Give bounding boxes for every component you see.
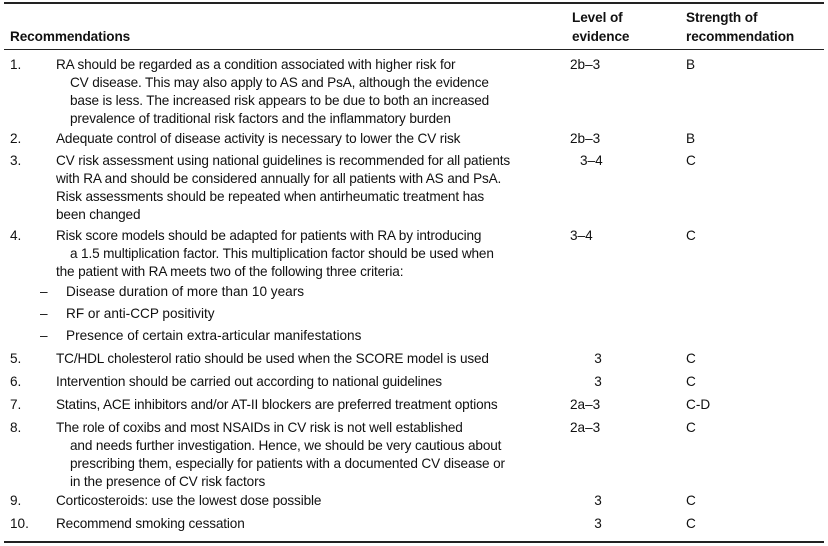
criteria-dash: – [40, 328, 48, 343]
row-level-of-evidence: 2a–3 [570, 397, 601, 412]
row-text-line: with RA and should be considered annually for all patients with AS and PsA. [56, 171, 502, 186]
row-text [56, 152, 566, 224]
row-text [56, 227, 566, 281]
table-header-rule [4, 49, 824, 50]
row-strength-of-recommendation: C [686, 516, 696, 531]
row-text-line: Adequate control of disease activity is necessary to lower the CV risk [56, 131, 461, 146]
criteria-text: Disease duration of more than 10 years [66, 284, 305, 299]
row-text-line: Statins, ACE inhibitors and/or AT-II blockers are preferred treatment options [56, 397, 498, 412]
row-text-line: The role of coxibs and most NSAIDs in CV risk is not well established [56, 420, 463, 435]
row-number: 6. [10, 374, 22, 389]
row-text [56, 419, 566, 491]
row-level-of-evidence: 3–4 [580, 153, 603, 168]
row-text [56, 492, 566, 510]
row-level-of-evidence: 3 [594, 374, 602, 389]
row-level-of-evidence: 3 [594, 493, 602, 508]
row-text-line: TC/HDL cholesterol ratio should be used when the SCORE model is used [56, 351, 489, 366]
criteria-dash: – [40, 284, 48, 299]
row-strength-of-recommendation: C [686, 374, 696, 389]
header-level-line1: Level of [572, 10, 623, 25]
row-text-line: in the presence of CV risk factors [70, 474, 266, 489]
table-top-rule [4, 2, 824, 4]
row-level-of-evidence: 3 [594, 516, 602, 531]
row-text [56, 373, 566, 391]
row-text-line: Risk score models should be adapted for patients with RA by introducing [56, 228, 482, 243]
header-strength-line2: recommendation [686, 29, 795, 44]
row-text-line: CV disease. This may also apply to AS and PsA, although the evidence [70, 75, 489, 90]
criteria-dash: – [40, 306, 48, 321]
row-text-line: prescribing them, especially for patients with a documented CV disease or [70, 456, 505, 471]
row-text [56, 515, 566, 533]
row-text [56, 56, 566, 128]
row-level-of-evidence: 2b–3 [570, 131, 601, 146]
row-text-line: RA should be regarded as a condition associated with higher risk for [56, 57, 456, 72]
row-strength-of-recommendation: C [686, 420, 696, 435]
row-number: 9. [10, 493, 22, 508]
header-strength-line1: Strength of [686, 10, 758, 25]
row-number: 5. [10, 351, 22, 366]
row-text [56, 350, 566, 368]
row-level-of-evidence: 3 [594, 351, 602, 366]
criteria-text: RF or anti-CCP positivity [66, 306, 215, 321]
row-text-line: Recommend smoking cessation [56, 516, 245, 531]
row-text [56, 130, 566, 148]
row-number: 2. [10, 131, 22, 146]
row-number: 8. [10, 420, 22, 435]
row-text-line: the patient with RA meets two of the following three criteria: [56, 264, 404, 279]
table-bottom-rule [4, 541, 824, 543]
row-level-of-evidence: 3–4 [570, 228, 593, 243]
row-strength-of-recommendation: C [686, 493, 696, 508]
row-number: 10. [10, 516, 29, 531]
row-text-line: and needs further investigation. Hence, we should be very cautious about [70, 438, 502, 453]
row-strength-of-recommendation: C [686, 228, 696, 243]
criteria-text: Presence of certain extra-articular manifestations [66, 328, 362, 343]
row-text-line: prevalence of traditional risk factors and the inflammatory burden [70, 111, 451, 126]
row-strength-of-recommendation: C [686, 351, 696, 366]
row-strength-of-recommendation: B [686, 57, 696, 72]
row-number: 7. [10, 397, 22, 412]
row-text-line: Corticosteroids: use the lowest dose possible [56, 493, 322, 508]
row-strength-of-recommendation: B [686, 131, 696, 146]
row-text-line: Intervention should be carried out according to national guidelines [56, 374, 442, 389]
row-number: 4. [10, 228, 22, 243]
row-text-line: base is less. The increased risk appears to be due to both an increased [70, 93, 490, 108]
header-level-line2: evidence [572, 29, 630, 44]
row-text-line: been changed [56, 207, 141, 222]
row-strength-of-recommendation: C [686, 153, 696, 168]
row-text-line: Risk assessments should be repeated when antirheumatic treatment has [56, 189, 485, 204]
row-number: 1. [10, 57, 22, 72]
row-text-line: a 1.5 multiplication factor. This multiplication factor should be used when [70, 246, 494, 261]
header-recommendations: Recommendations [10, 29, 131, 44]
row-text-line: CV risk assessment using national guidelines is recommended for all patients [56, 153, 511, 168]
row-level-of-evidence: 2b–3 [570, 57, 601, 72]
row-level-of-evidence: 2a–3 [570, 420, 601, 435]
row-number: 3. [10, 153, 22, 168]
row-strength-of-recommendation: C-D [686, 397, 711, 412]
row-text [56, 396, 566, 414]
